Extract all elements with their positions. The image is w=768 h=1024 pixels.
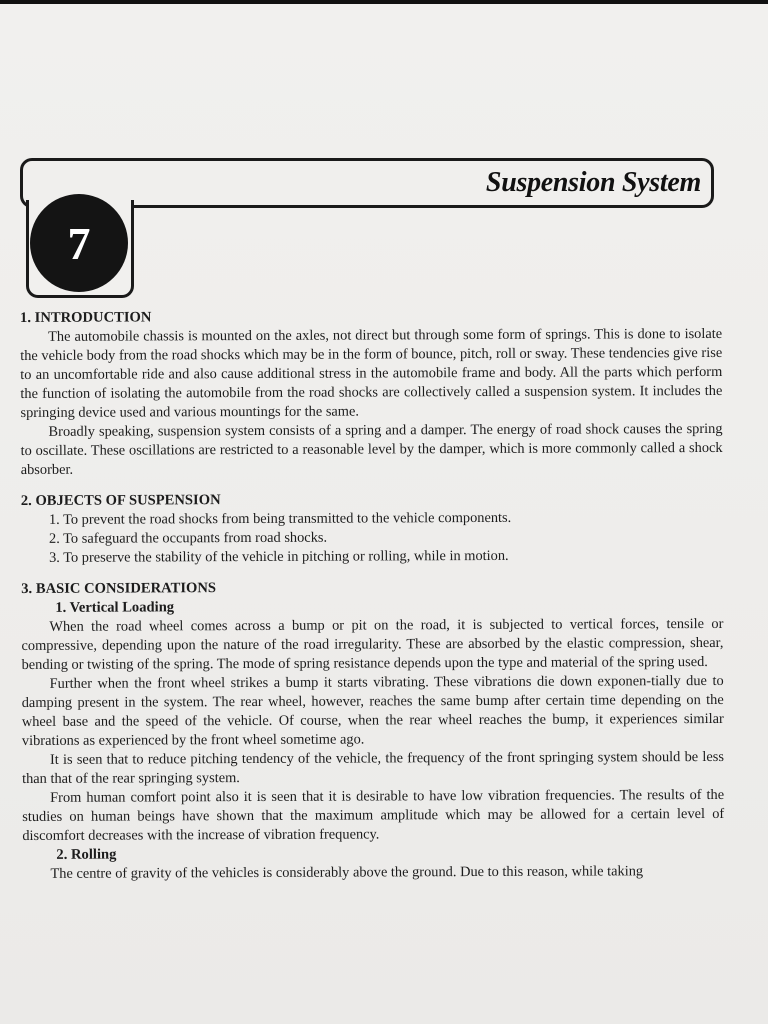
chapter-title: Suspension System [485,167,701,198]
objects-list [21,508,723,568]
list-item: 1. To prevent the road shocks from being transmitted to the vehicle components. [48,509,512,528]
paragraph: From human comfort point also it is seen that it is desirable to have low vibration frequencies. The results of the studies on human beings have shown that the maximum amplitude which may be allowed for a certain level of discomfort decreases with the increase of vibration frequency. [22,786,725,844]
paragraph: The automobile chassis is mounted on the axles, not direct but through some form of springs. This is done to isolate the vehicle body from the road shocks which may be in the form of bounce, pitch, roll or sway. These tendencies give rise to an uncomfortable ride and also cause additional stress in the automobile frame and body. All the parts which perform the function of isolating the automobile from the road shocks are collectively called a suspension system. It includes the springing device used and various mountings for the same. [20,325,723,421]
page-body [20,306,725,884]
paragraph: Broadly speaking, suspension system consists of a spring and a damper. The energy of road shock causes the spring to oscillate. These oscillations are restricted to a reasonable level by the damper, which is more commonly called a shock absorber. [20,420,723,478]
list-item: 3. To preserve the stability of the vehicle in pitching or rolling, while in motion. [49,547,509,566]
list-item: 2. To safeguard the occupants from road shocks. [48,529,328,547]
section-heading-objects: 2. OBJECTS OF SUSPENSION [20,492,221,509]
section-heading-introduction: 1. INTRODUCTION [20,309,152,326]
paragraph: The centre of gravity of the vehicles is considerably above the ground. Due to this reason, while taking [50,863,644,882]
chapter-number-badge [30,194,128,292]
subheading-rolling: 2. Rolling [56,846,117,863]
subheading-vertical-loading: 1. Vertical Loading [55,599,175,616]
section-heading-basic-considerations: 3. BASIC CONSIDERATIONS [21,580,217,597]
paragraph: It is seen that to reduce pitching tendency of the vehicle, the frequency of the front springing system should be less than that of the rear springing system. [22,748,724,787]
paragraph: Further when the front wheel strikes a bump it starts vibrating. These vibrations die down exponen-tially due to damping present in the system. The rear wheel, however, reaches the same bump after certain time depending on the wheel base and the speed of the vehicle. Of course, when the rear wheel reaches the bump, it experiences similar vibrations as experienced by the front wheel sometime ago. [21,672,724,749]
paragraph: When the road wheel comes across a bump or pit on the road, it is subjected to vertical forces, tensile or compressive, depending upon the nature of the road irregularity. These are absorbed by the elastic compression, shear, bending or twisting of the spring. The mode of spring resistance depends upon the type and material of the spring used. [21,615,724,673]
chapter-number: 7 [67,217,91,269]
